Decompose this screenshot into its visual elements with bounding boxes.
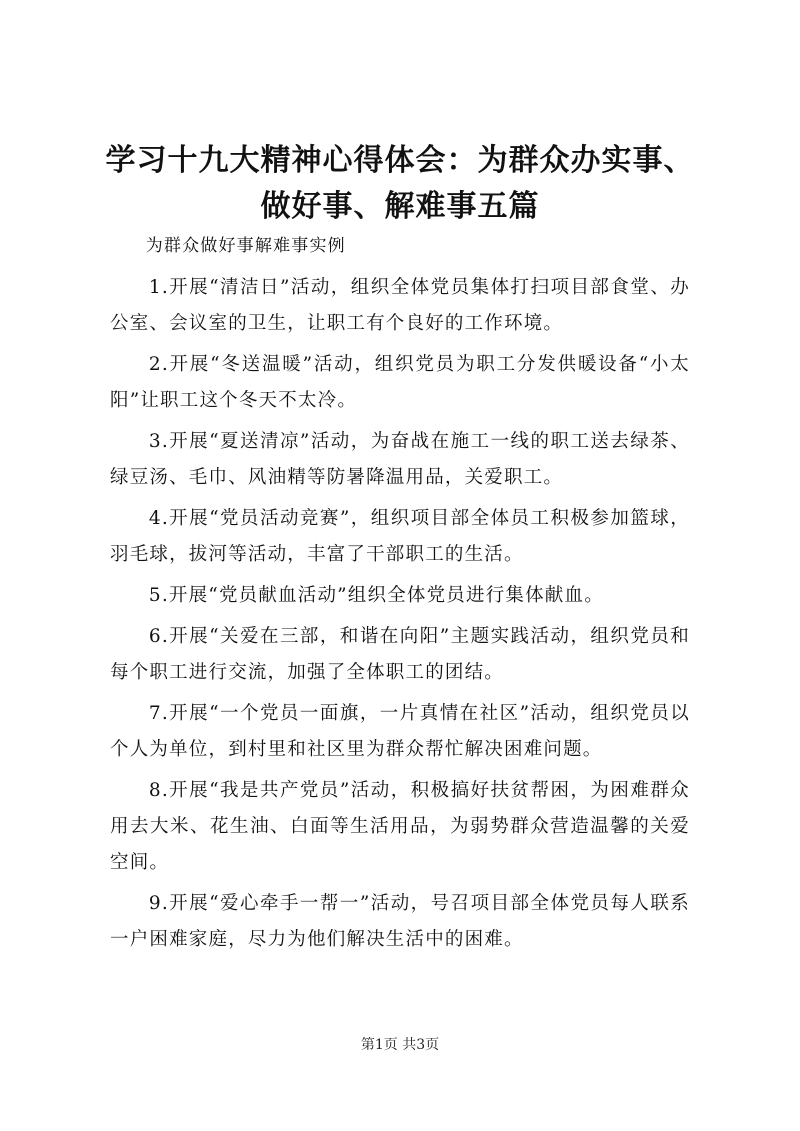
document-title: 学习十九大精神心得体会：为群众办实事、做好事、解难事五篇	[105, 143, 695, 224]
list-item: 8.开展“我是共产党员”活动，积极搞好扶贫帮困，为困难群众用去大米、花生油、白面等生活用品，为弱势群众营造温馨的关爱空间。	[110, 780, 690, 873]
subheading: 为群众做好事解难事实例	[145, 236, 346, 256]
list-item: 3.开展“夏送清凉”活动，为奋战在施工一线的职工送去绿茶、绿豆汤、毛巾、风油精等防暑降温用品，关爱职工。	[110, 431, 690, 488]
list-item: 6.开展“关爱在三部，和谐在向阳”主题实践活动，组织党员和每个职工进行交流，加强了全体职工的团结。	[110, 626, 690, 683]
list-item: 9.开展“爱心牵手一帮一”活动，号召项目部全体党员每人联系一户困难家庭，尽力为他们解决生活中的困难。	[110, 893, 690, 950]
list-item: 4.开展“党员活动竞赛”，组织项目部全体员工积极参加篮球，羽毛球，拔河等活动，丰富了干部职工的生活。	[110, 508, 690, 565]
list-item: 2.开展“冬送温暖”活动，组织党员为职工分发供暖设备“小太阳”让职工这个冬天不太冷。	[110, 354, 690, 411]
document-body	[110, 228, 690, 963]
page-footer: 第1页 共3页	[360, 1037, 440, 1053]
list-item: 7.开展“一个党员一面旗，一片真情在社区”活动，组织党员以个人为单位，到村里和社区里为群众帮忙解决困难问题。	[110, 703, 690, 760]
list-item: 5.开展“党员献血活动”组织全体党员进行集体献血。	[148, 585, 604, 606]
list-item: 1.开展“清洁日”活动，组织全体党员集体打扫项目部食堂、办公室、会议室的卫生，让职工有个良好的工作环境。	[110, 277, 690, 334]
